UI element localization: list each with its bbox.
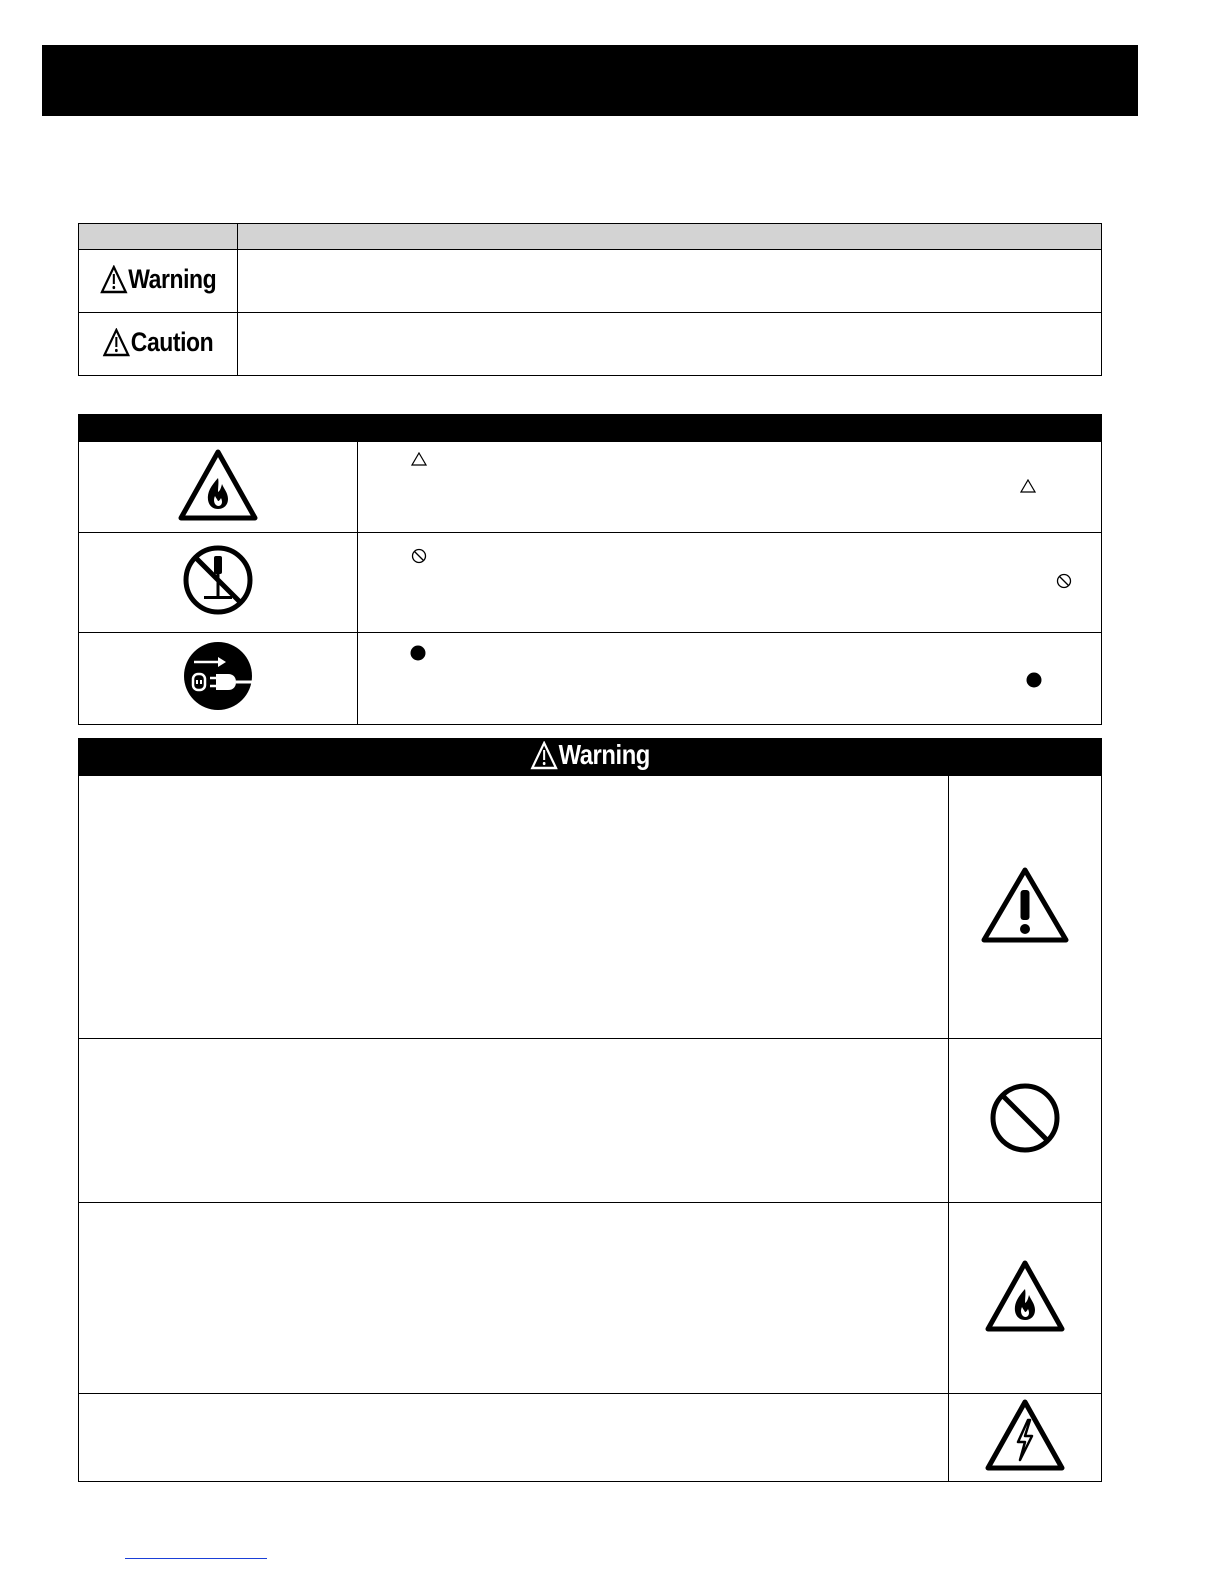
warning-header (530, 739, 649, 771)
caution-label: Caution (130, 326, 214, 357)
warning-label: Warning (128, 263, 217, 294)
warning-signal-word (100, 264, 216, 295)
symbol-row-mandatory (79, 633, 1102, 725)
warning-triangle-icon (530, 741, 557, 770)
description-cell (358, 533, 1102, 633)
signal-table-header (79, 224, 1102, 250)
header-cell (79, 739, 1102, 776)
warning-row (79, 1394, 1102, 1482)
warning-text-cell (79, 776, 949, 1039)
signal-row-caution (79, 313, 1102, 376)
warning-triangle-icon (100, 265, 127, 294)
warning-icon-cell (949, 1394, 1102, 1482)
icon-cell (79, 533, 358, 633)
caution-signal-word (103, 327, 214, 358)
warning-row (79, 776, 1102, 1039)
warning-icon-cell (949, 1203, 1102, 1394)
description-cell (358, 633, 1102, 725)
unplug-icon (182, 640, 254, 712)
prohibited-small-icon (1056, 573, 1072, 589)
warning-row (79, 1039, 1102, 1203)
fire-hazard-icon (984, 1259, 1066, 1333)
general-caution-icon (980, 865, 1070, 945)
no-disassembly-icon (182, 544, 254, 616)
warning-icon-cell (949, 776, 1102, 1039)
mandatory-dot-icon (410, 645, 426, 661)
symbol-table-header (79, 415, 1102, 442)
mandatory-dot-icon (1026, 672, 1042, 688)
icon-cell (79, 633, 358, 725)
header-cell (238, 224, 1102, 250)
warning-table-header (79, 739, 1102, 776)
symbol-row-prohibited (79, 533, 1102, 633)
electric-shock-icon (984, 1398, 1066, 1472)
symbol-row-fire (79, 442, 1102, 533)
triangle-icon (1020, 479, 1036, 493)
warning-text-cell (79, 1203, 949, 1394)
warning-row (79, 1203, 1102, 1394)
triangle-icon (411, 452, 427, 466)
description-cell (238, 313, 1102, 376)
signal-row-warning (79, 250, 1102, 313)
page-title-bar (42, 45, 1138, 116)
warning-table (78, 738, 1102, 1482)
warning-header-label: Warning (558, 739, 650, 771)
header-cell (79, 224, 238, 250)
signal-cell (79, 250, 238, 313)
warning-icon-cell (949, 1039, 1102, 1203)
footer-link-underline[interactable] (125, 1558, 267, 1559)
prohibited-small-icon (411, 548, 427, 564)
icon-cell (79, 442, 358, 533)
warning-text-cell (79, 1039, 949, 1203)
warning-triangle-icon (103, 328, 130, 357)
fire-hazard-icon (177, 448, 259, 522)
symbol-table (78, 414, 1102, 725)
signal-cell (79, 313, 238, 376)
prohibited-icon (989, 1082, 1061, 1154)
header-cell (79, 415, 1102, 442)
description-cell (238, 250, 1102, 313)
description-cell (358, 442, 1102, 533)
warning-text-cell (79, 1394, 949, 1482)
signal-word-table (78, 223, 1102, 376)
